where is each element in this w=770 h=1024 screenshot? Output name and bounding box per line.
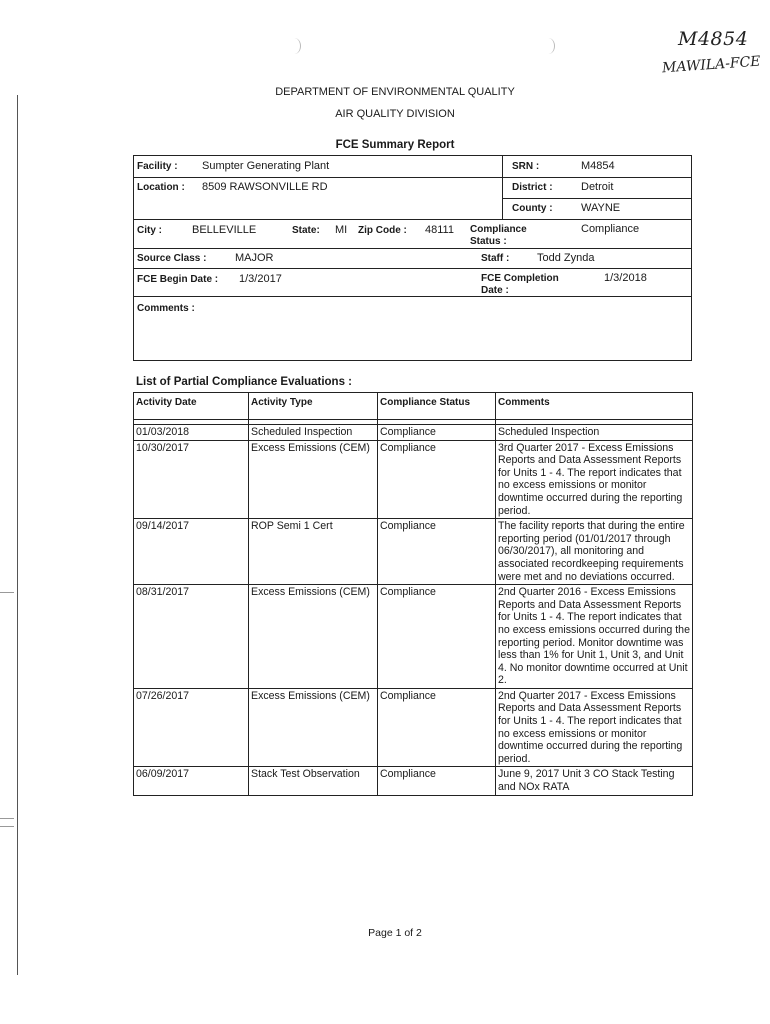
pce-table [133,392,693,796]
staff-label: Staff : [481,253,510,264]
divider [502,198,692,199]
begin-date-label: FCE Begin Date : [137,274,219,285]
completion-date-value: 1/3/2018 [604,272,647,284]
cell-status: Compliance [378,519,496,585]
zip-value: 48111 [425,224,454,236]
scan-mark [0,818,14,819]
cell-status: Compliance [378,440,496,519]
cell-date: 08/31/2017 [134,585,249,689]
district-value: Detroit [581,181,614,193]
cell-type: Stack Test Observation [249,767,378,795]
cell-type: Excess Emissions (CEM) [249,440,378,519]
cell-date: 07/26/2017 [134,688,249,767]
page-number: Page 1 of 2 [368,927,422,939]
comments-label: Comments : [137,303,195,314]
cell-date: 10/30/2017 [134,440,249,519]
cell-comments: 3rd Quarter 2017 - Excess Emissions Reports and Data Assessment Reports for Units 1 - 4. The report indicates that no excess emissions or monitor downtime occurred during the reporting period. [496,440,693,519]
cell-comments: 2nd Quarter 2016 - Excess Emissions Reports and Data Assessment Reports for Units 1 - 4. The report indicates that no excess emissions occurred during the reporting period. Monitor downtime was less than 1% for Unit 1, Unit 3, and Unit 4. No monitor downtime occurred at Unit 2. [496,585,693,689]
divider [133,248,692,249]
table-row [134,425,693,441]
cell-comments: 2nd Quarter 2017 - Excess Emissions Reports and Data Assessment Reports for Units 1 - 4. The report indicates that no excess emissions or monitor downtime occurred during the reporting period. [496,688,693,767]
cell-type: Scheduled Inspection [249,425,378,441]
handwritten-note: MAWILA-FCE [661,53,762,77]
department-heading: DEPARTMENT OF ENVIRONMENTAL QUALITY [275,86,515,98]
county-value: WAYNE [581,202,621,214]
table-row [134,440,693,519]
table-row [134,688,693,767]
city-value: BELLEVILLE [192,224,257,236]
table-row [134,767,693,795]
scan-smudge [542,38,555,54]
table-row [134,519,693,585]
srn-label: SRN : [512,161,540,172]
county-label: County : [512,203,553,214]
scan-smudge [288,38,301,54]
pce-section-title: List of Partial Compliance Evaluations : [136,376,352,388]
source-class-label: Source Class : [137,253,207,264]
cell-date: 01/03/2018 [134,425,249,441]
scan-mark [0,592,14,593]
cell-date: 06/09/2017 [134,767,249,795]
state-label: State: [292,225,320,236]
cell-date: 09/14/2017 [134,519,249,585]
district-label: District : [512,182,553,193]
cell-comments: The facility reports that during the entire reporting period (01/01/2017 through 06/30/2017), all monitoring and associated recordkeeping requirements were met and no deviations occurred. [496,519,693,585]
completion-date-label: Date : [481,285,509,296]
scan-edge-line [17,95,18,975]
cell-comments: June 9, 2017 Unit 3 CO Stack Testing and NOx RATA [496,767,693,795]
begin-date-value: 1/3/2017 [239,273,282,285]
divider [133,296,692,297]
srn-value: M4854 [581,160,615,172]
table-row [134,585,693,689]
divider [133,268,692,269]
divider [133,219,692,220]
state-value: MI [335,224,348,236]
divider [502,155,503,219]
facility-label: Facility : [137,161,178,172]
status-label: Status : [470,236,507,247]
completion-label: FCE Completion [481,273,559,284]
cell-type: ROP Semi 1 Cert [249,519,378,585]
source-class-value: MAJOR [235,252,274,264]
division-heading: AIR QUALITY DIVISION [335,108,455,120]
compliance-label: Compliance [470,224,527,235]
staff-value: Todd Zynda [537,252,595,264]
compliance-status-value: Compliance [581,223,640,235]
facility-value: Sumpter Generating Plant [202,160,330,172]
cell-type: Excess Emissions (CEM) [249,688,378,767]
report-title: FCE Summary Report [335,139,455,151]
handwritten-srn: M4854 [678,28,749,50]
cell-status: Compliance [378,585,496,689]
cell-status: Compliance [378,425,496,441]
col-activity-type: Activity Type [249,393,378,420]
cell-comments: Scheduled Inspection [496,425,693,441]
cell-status: Compliance [378,767,496,795]
col-activity-date: Activity Date [134,393,249,420]
col-compliance-status: Compliance Status [378,393,496,420]
location-label: Location : [137,182,185,193]
location-value: 8509 RAWSONVILLE RD [202,181,328,193]
cell-type: Excess Emissions (CEM) [249,585,378,689]
table-header-row [134,393,693,420]
col-comments: Comments [496,393,693,420]
scan-mark [0,826,14,827]
cell-status: Compliance [378,688,496,767]
zip-label: Zip Code : [358,225,407,236]
divider [133,177,692,178]
city-label: City : [137,225,162,236]
